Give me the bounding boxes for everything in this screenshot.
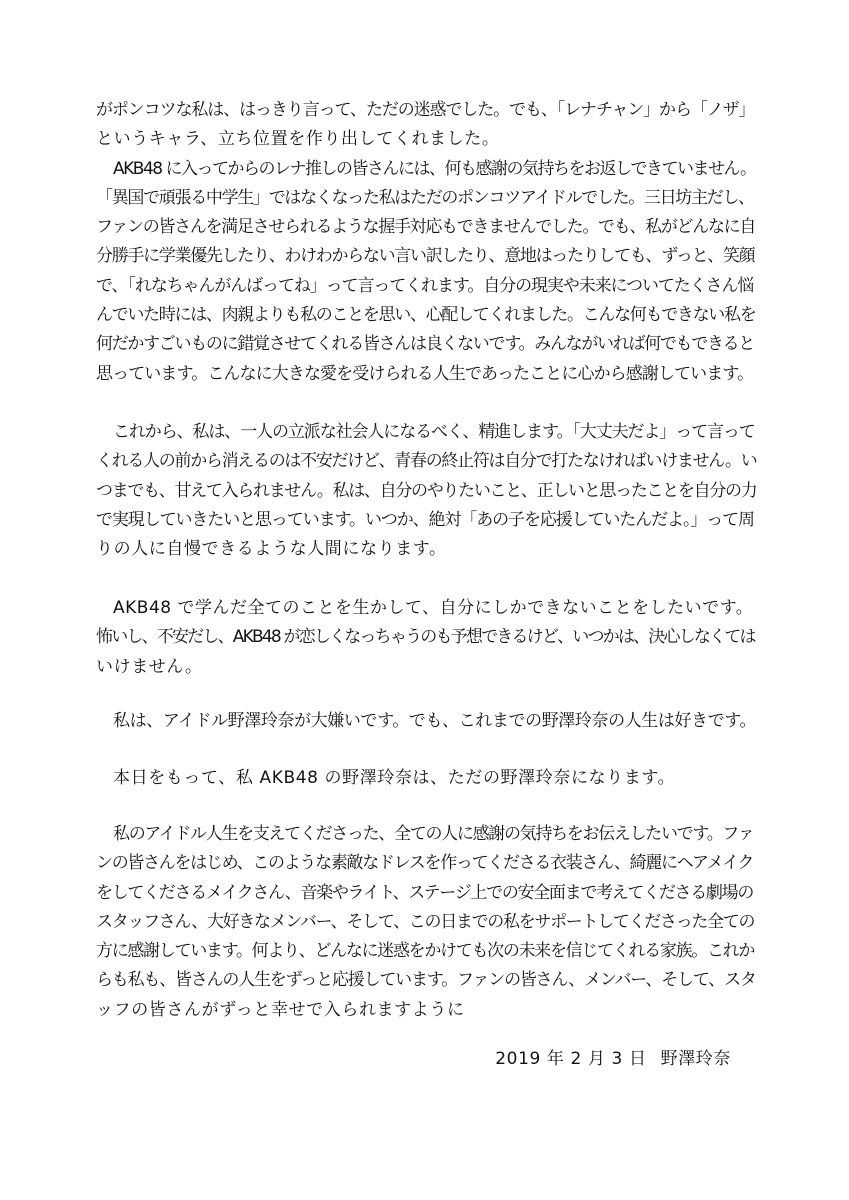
text-line: いけません。	[96, 656, 203, 677]
paragraph-2	[96, 418, 756, 564]
text-line: で、「れなちゃんがんばってね」って言ってくれます。自分の現実や未来についてたくさん悩	[96, 275, 754, 296]
text-line: 分勝手に学業優先したり、わけわからない言い訳したり、意地はったりしても、ずっと、笑顔	[96, 246, 755, 267]
paragraph-5	[96, 764, 756, 793]
text-line: つまでも、甘えて入られません。私は、自分のやりたいこと、正しいと思ったことを自分の力	[96, 480, 757, 501]
text-line: 方に感謝しています。何より、どんなに迷惑をかけても次の未来を信じてくれる家族。これか	[96, 941, 755, 962]
text-line: んでいた時には、肉親よりも私のことを思い、心配してくれました。こんな何もできない私を	[96, 305, 756, 326]
text-line: 「異国で頑張る中学生」ではなくなった私はただのポンコツアイドルでした。三日坊主だし、	[96, 187, 754, 208]
text-line: ッフの皆さんがずっと幸せで入られますように	[96, 999, 465, 1020]
text-line: ファンの皆さんを満足させられるような握手対応もできませんでした。でも、私がどんなに自	[96, 217, 756, 238]
paragraph-1	[96, 96, 756, 389]
text-line: らも私も、皆さんの人生をずっと応援しています。ファンの皆さん、メンバー、そして、スタ	[96, 970, 756, 991]
text-line: AKB48 で学んだ全てのことを生かして、自分にしかできないことをしたいです。	[113, 598, 754, 618]
text-line: で実現していきたいと思っています。いつか、絶対「あの子を応援していたんだよ。」って周	[96, 509, 754, 530]
text-line: 本日をもって、私 AKB48 の野澤玲奈は、ただの野澤玲奈になります。	[113, 768, 676, 788]
paragraph-6	[96, 820, 756, 1025]
text-line: をしてくださるメイクさん、音楽やライト、ステージ上での安全面まで考えてくださる劇場の	[96, 882, 754, 903]
text-line: ンの皆さんをはじめ、このような素敵なドレスを作ってくださる衣装さん、綺麗にヘアメイク	[96, 853, 754, 874]
text-line: 怖いし、不安だし、AKB48 が恋しくなっちゃうのも予想できるけど、いつかは、決心しなくては	[96, 627, 755, 648]
text-line: 私は、アイドル野澤玲奈が大嫌いです。でも、これまでの野澤玲奈の人生は好きです。	[113, 711, 757, 731]
text-line: 何だかすごいものに錯覚させてくれる皆さんは良くないです。みんながいれば何でもできると	[96, 334, 755, 355]
text-line: がポンコツな私は、はっきり言って、ただの迷惑でした。でも、「レナチャン」から「ノザ」	[96, 100, 755, 120]
text-line: 私のアイドル人生を支えてくださった、全ての人に感謝の気持ちをお伝えしたいです。ファ	[113, 824, 754, 844]
signature-date: 2019 年 2 月 3 日	[495, 1049, 647, 1069]
paragraph-3	[96, 594, 756, 682]
text-line: というキャラ、立ち位置を作り出してくれました。	[96, 129, 500, 150]
text-line: くれる人の前から消えるのは不安だけど、青春の終止符は自分で打たなければいけません。い	[96, 451, 757, 472]
paragraph-4	[96, 707, 756, 736]
signature-name: 野澤玲奈	[660, 1049, 731, 1069]
text-line: 思っています。こんなに大きな愛を受けられる人生であったことに心から感謝しています。	[96, 363, 754, 384]
text-line: これから、私は、一人の立派な社会人になるべく、精進します。「大丈夫だよ」って言って	[113, 422, 755, 442]
text-line: AKB48 に入ってからのレナ推しの皆さんには、何も感謝の気持ちをお返しできていません。	[113, 158, 756, 179]
text-line: りの人に自慢できるような人間になります。	[96, 539, 447, 560]
signature-line	[495, 1045, 731, 1074]
text-line: スタッフさん、大好きなメンバー、そして、この日までの私をサポートしてくださった全ての	[96, 911, 755, 932]
